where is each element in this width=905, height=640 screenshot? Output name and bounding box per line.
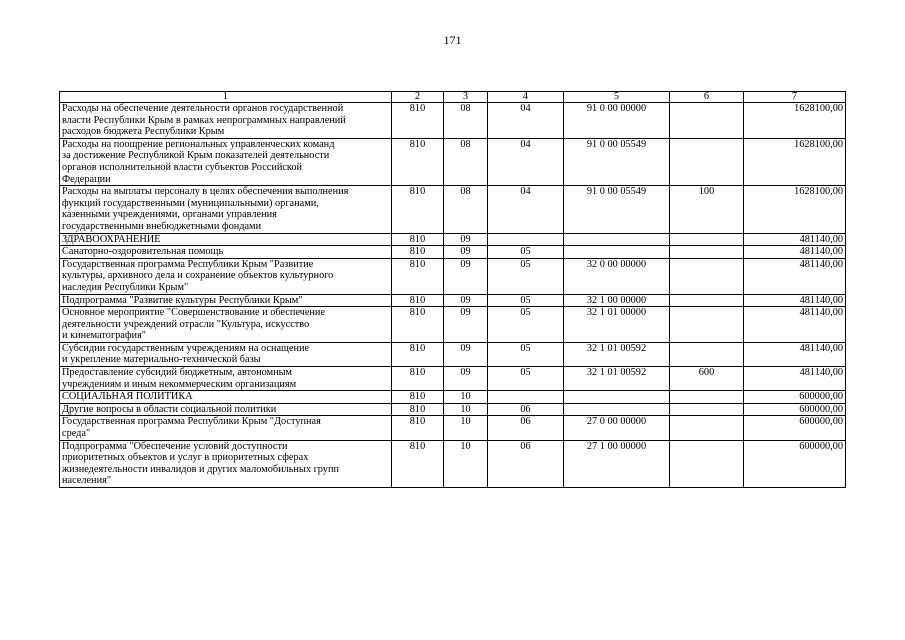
amount-cell: 481140,00: [744, 233, 846, 246]
subsection-cell: 06: [488, 403, 564, 416]
target-article-cell: 91 0 00 00000: [564, 103, 670, 139]
table-row: [60, 416, 846, 440]
header-cell: 4: [488, 92, 564, 103]
header-cell: 2: [392, 92, 444, 103]
target-article-cell: 32 1 00 00000: [564, 294, 670, 307]
kvsr-cell: 810: [392, 307, 444, 343]
table-row: [60, 403, 846, 416]
amount-cell: 481140,00: [744, 294, 846, 307]
target-article-cell: 27 1 00 00000: [564, 440, 670, 487]
target-article-cell: [564, 246, 670, 259]
amount-cell: 1628100,00: [744, 138, 846, 185]
subsection-cell: 04: [488, 103, 564, 139]
expense-type-cell: [670, 138, 744, 185]
section-cell: 08: [444, 138, 488, 185]
row-name-cell: СОЦИАЛЬНАЯ ПОЛИТИКА: [60, 391, 392, 404]
row-name-cell: Предоставление субсидий бюджетным, автономным учреждениям и иным некоммерческим организациям: [60, 367, 392, 391]
target-article-cell: 91 0 00 05549: [564, 138, 670, 185]
kvsr-cell: 810: [392, 342, 444, 366]
section-cell: 08: [444, 103, 488, 139]
subsection-cell: [488, 233, 564, 246]
kvsr-cell: 810: [392, 103, 444, 139]
section-cell: 09: [444, 307, 488, 343]
target-article-cell: 32 1 01 00000: [564, 307, 670, 343]
kvsr-cell: 810: [392, 416, 444, 440]
row-name-cell: Подпрограмма "Развитие культуры Республики Крым": [60, 294, 392, 307]
expense-type-cell: [670, 416, 744, 440]
row-name-cell: Расходы на поощрение региональных управленческих команд за достижение Республикой Крым показателей деятельности органов исполнительной власти субъектов Российской Федерации: [60, 138, 392, 185]
row-name-cell: Основное мероприятие "Совершенствование и обеспечение деятельности учреждений отрасли "Культура, искусство и кинематография": [60, 307, 392, 343]
budget-table: [59, 91, 846, 488]
kvsr-cell: 810: [392, 258, 444, 294]
subsection-cell: 05: [488, 246, 564, 259]
kvsr-cell: 810: [392, 403, 444, 416]
table-row: [60, 307, 846, 343]
subsection-cell: 04: [488, 138, 564, 185]
amount-cell: 1628100,00: [744, 103, 846, 139]
subsection-cell: 05: [488, 342, 564, 366]
section-cell: 09: [444, 342, 488, 366]
table-row: [60, 342, 846, 366]
amount-cell: 600000,00: [744, 403, 846, 416]
table-row: [60, 103, 846, 139]
section-cell: 10: [444, 391, 488, 404]
target-article-cell: 32 0 00 00000: [564, 258, 670, 294]
row-name-cell: Субсидии государственным учреждениям на оснащение и укрепление материально-технической базы: [60, 342, 392, 366]
row-name-cell: Государственная программа Республики Крым "Развитие культуры, архивного дела и сохранение объектов культурного наследия Республики Крым": [60, 258, 392, 294]
kvsr-cell: 810: [392, 138, 444, 185]
table-row: [60, 186, 846, 233]
expense-type-cell: [670, 403, 744, 416]
section-cell: 09: [444, 246, 488, 259]
amount-cell: 600000,00: [744, 416, 846, 440]
target-article-cell: 91 0 00 05549: [564, 186, 670, 233]
row-name-cell: Государственная программа Республики Крым "Доступная среда": [60, 416, 392, 440]
amount-cell: 600000,00: [744, 391, 846, 404]
table-row: [60, 246, 846, 259]
kvsr-cell: 810: [392, 367, 444, 391]
target-article-cell: 32 1 01 00592: [564, 342, 670, 366]
amount-cell: 481140,00: [744, 307, 846, 343]
subsection-cell: 06: [488, 440, 564, 487]
row-name-cell: Расходы на выплаты персоналу в целях обеспечения выполнения функций государственными (муниципальными) органами, казенными учреждениями, органами управления государственными внебюджетными фондами: [60, 186, 392, 233]
kvsr-cell: 810: [392, 294, 444, 307]
table-row: [60, 391, 846, 404]
subsection-cell: 05: [488, 294, 564, 307]
row-name-cell: ЗДРАВООХРАНЕНИЕ: [60, 233, 392, 246]
subsection-cell: 06: [488, 416, 564, 440]
expense-type-cell: [670, 294, 744, 307]
section-cell: 09: [444, 367, 488, 391]
amount-cell: 1628100,00: [744, 186, 846, 233]
subsection-cell: 04: [488, 186, 564, 233]
target-article-cell: 32 1 01 00592: [564, 367, 670, 391]
subsection-cell: [488, 391, 564, 404]
subsection-cell: 05: [488, 367, 564, 391]
table-row: [60, 138, 846, 185]
section-cell: 10: [444, 416, 488, 440]
section-cell: 10: [444, 440, 488, 487]
amount-cell: 481140,00: [744, 342, 846, 366]
table-row: [60, 367, 846, 391]
expense-type-cell: [670, 258, 744, 294]
kvsr-cell: 810: [392, 391, 444, 404]
section-cell: 09: [444, 294, 488, 307]
target-article-cell: 27 0 00 00000: [564, 416, 670, 440]
section-cell: 08: [444, 186, 488, 233]
target-article-cell: [564, 391, 670, 404]
header-row: [60, 92, 846, 103]
header-cell: 6: [670, 92, 744, 103]
target-article-cell: [564, 233, 670, 246]
row-name-cell: Расходы на обеспечение деятельности органов государственной власти Республики Крым в рамках непрограммных направлений расходов бюджета Республики Крым: [60, 103, 392, 139]
expense-type-cell: [670, 103, 744, 139]
expense-type-cell: [670, 440, 744, 487]
table-row: [60, 258, 846, 294]
expense-type-cell: [670, 233, 744, 246]
subsection-cell: 05: [488, 258, 564, 294]
amount-cell: 481140,00: [744, 246, 846, 259]
header-cell: 5: [564, 92, 670, 103]
section-cell: 09: [444, 233, 488, 246]
section-cell: 10: [444, 403, 488, 416]
expense-type-cell: 600: [670, 367, 744, 391]
expense-type-cell: 100: [670, 186, 744, 233]
kvsr-cell: 810: [392, 186, 444, 233]
header-cell: 7: [744, 92, 846, 103]
kvsr-cell: 810: [392, 233, 444, 246]
table-row: [60, 233, 846, 246]
expense-type-cell: [670, 391, 744, 404]
expense-type-cell: [670, 246, 744, 259]
header-cell: 1: [60, 92, 392, 103]
amount-cell: 481140,00: [744, 367, 846, 391]
target-article-cell: [564, 403, 670, 416]
amount-cell: 600000,00: [744, 440, 846, 487]
expense-type-cell: [670, 307, 744, 343]
kvsr-cell: 810: [392, 246, 444, 259]
expense-type-cell: [670, 342, 744, 366]
table-row: [60, 440, 846, 487]
header-cell: 3: [444, 92, 488, 103]
kvsr-cell: 810: [392, 440, 444, 487]
section-cell: 09: [444, 258, 488, 294]
row-name-cell: Санаторно-оздоровительная помощь: [60, 246, 392, 259]
amount-cell: 481140,00: [744, 258, 846, 294]
row-name-cell: Подпрограмма "Обеспечение условий доступности приоритетных объектов и услуг в приоритетных сферах жизнедеятельности инвалидов и других маломобильных групп населения": [60, 440, 392, 487]
table-row: [60, 294, 846, 307]
page-number: 171: [443, 33, 462, 47]
row-name-cell: Другие вопросы в области социальной политики: [60, 403, 392, 416]
subsection-cell: 05: [488, 307, 564, 343]
